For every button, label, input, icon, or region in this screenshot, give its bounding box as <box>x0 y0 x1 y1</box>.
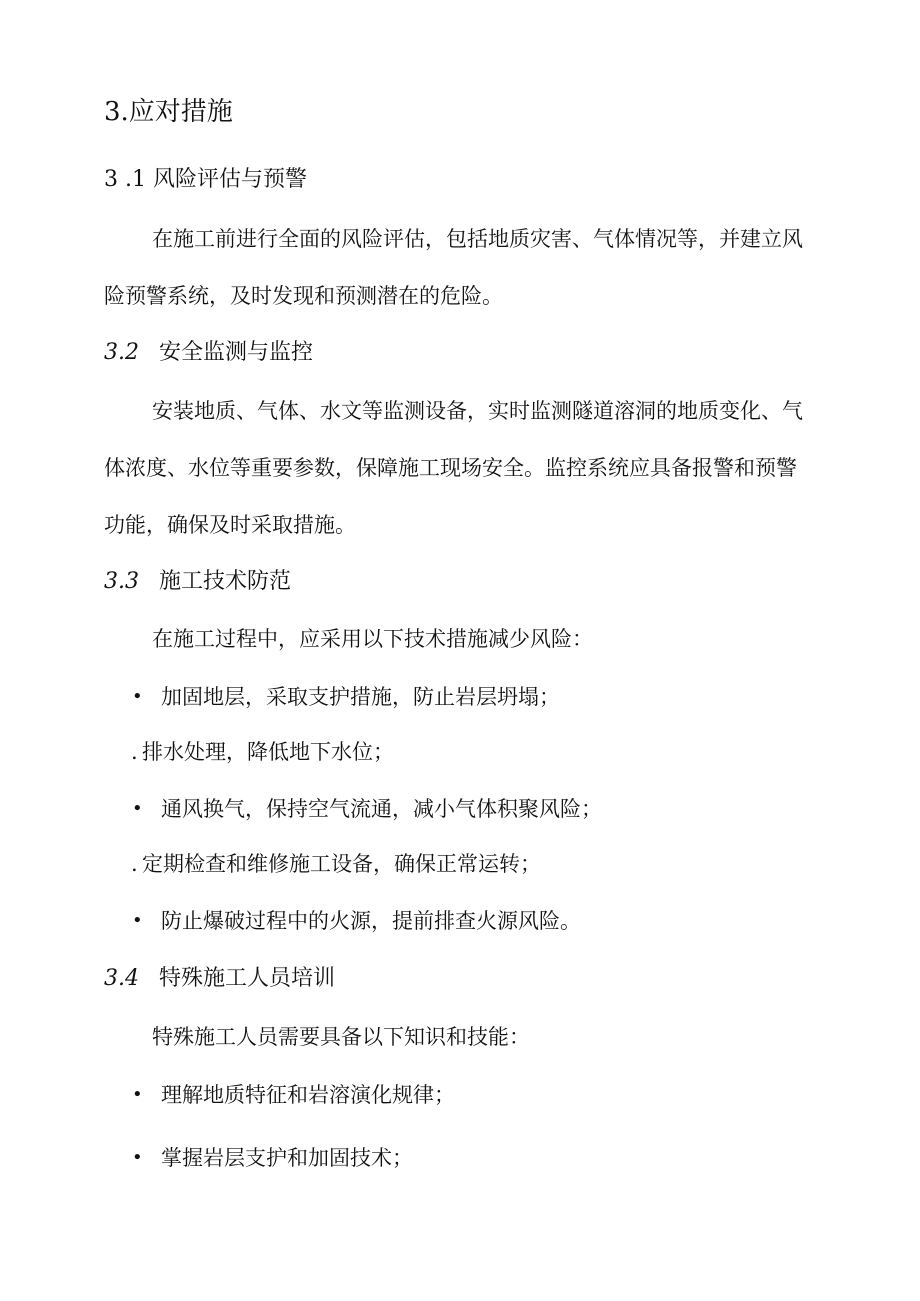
list-bullet: • <box>132 910 143 931</box>
heading-3-4-title: 特殊施工人员培训 <box>159 966 336 991</box>
list-item-text: 通风换气，保持空气流通，减小气体积聚风险； <box>161 797 602 821</box>
list-marker: . <box>131 740 138 764</box>
list-item-text: 排水处理，降低地下水位； <box>142 740 394 764</box>
list-bullet: • <box>132 1147 143 1168</box>
list-bullet: • <box>132 686 143 707</box>
paragraph-3-2-line-3: 功能，确保及时采取措施。 <box>104 513 356 537</box>
paragraph-3-2-line-2: 体浓度、水位等重要参数，保障施工现场安全。监控系统应具备报警和预警 <box>104 456 797 480</box>
section-title: 3.应对措施 <box>104 97 233 127</box>
paragraph-3-2-line-1: 安装地质、气体、水文等监测设备，实时监测隧道溶洞的地质变化、气 <box>152 399 803 423</box>
paragraph-3-1-line-2: 险预警系统，及时发现和预测潜在的危险。 <box>104 284 503 308</box>
paragraph-3-4-intro: 特殊施工人员需要具备以下知识和技能： <box>152 1025 530 1049</box>
heading-3-3-number: 3.3 <box>104 569 139 594</box>
list-item-text: 理解地质特征和岩溶演化规律； <box>161 1083 455 1107</box>
heading-3-3-title: 施工技术防范 <box>159 569 292 594</box>
heading-3-1: 3 .1 风险评估与预警 <box>104 167 307 192</box>
list-item-text: 定期检查和维修施工设备，确保正常运转； <box>142 852 541 876</box>
heading-3-4 <box>104 963 335 995</box>
paragraph-3-3-intro: 在施工过程中，应采用以下技术措施减少风险： <box>152 627 593 651</box>
list-marker: . <box>131 852 138 876</box>
heading-3-2 <box>104 337 313 369</box>
list-bullet: • <box>132 798 143 819</box>
list-item-text: 掌握岩层支护和加固技术； <box>161 1146 413 1170</box>
list-item-text: 防止爆破过程中的火源，提前排查火源风险。 <box>161 909 581 933</box>
heading-3-2-number: 3.2 <box>104 340 139 365</box>
heading-3-2-title: 安全监测与监控 <box>159 340 314 365</box>
heading-3-4-number: 3.4 <box>104 966 139 991</box>
list-bullet: • <box>132 1084 143 1105</box>
paragraph-3-1-line-1: 在施工前进行全面的风险评估，包括地质灾害、气体情况等，并建立风 <box>152 227 803 251</box>
list-item-text: 加固地层，采取支护措施，防止岩层坍塌； <box>161 685 560 709</box>
heading-3-3 <box>104 566 291 598</box>
